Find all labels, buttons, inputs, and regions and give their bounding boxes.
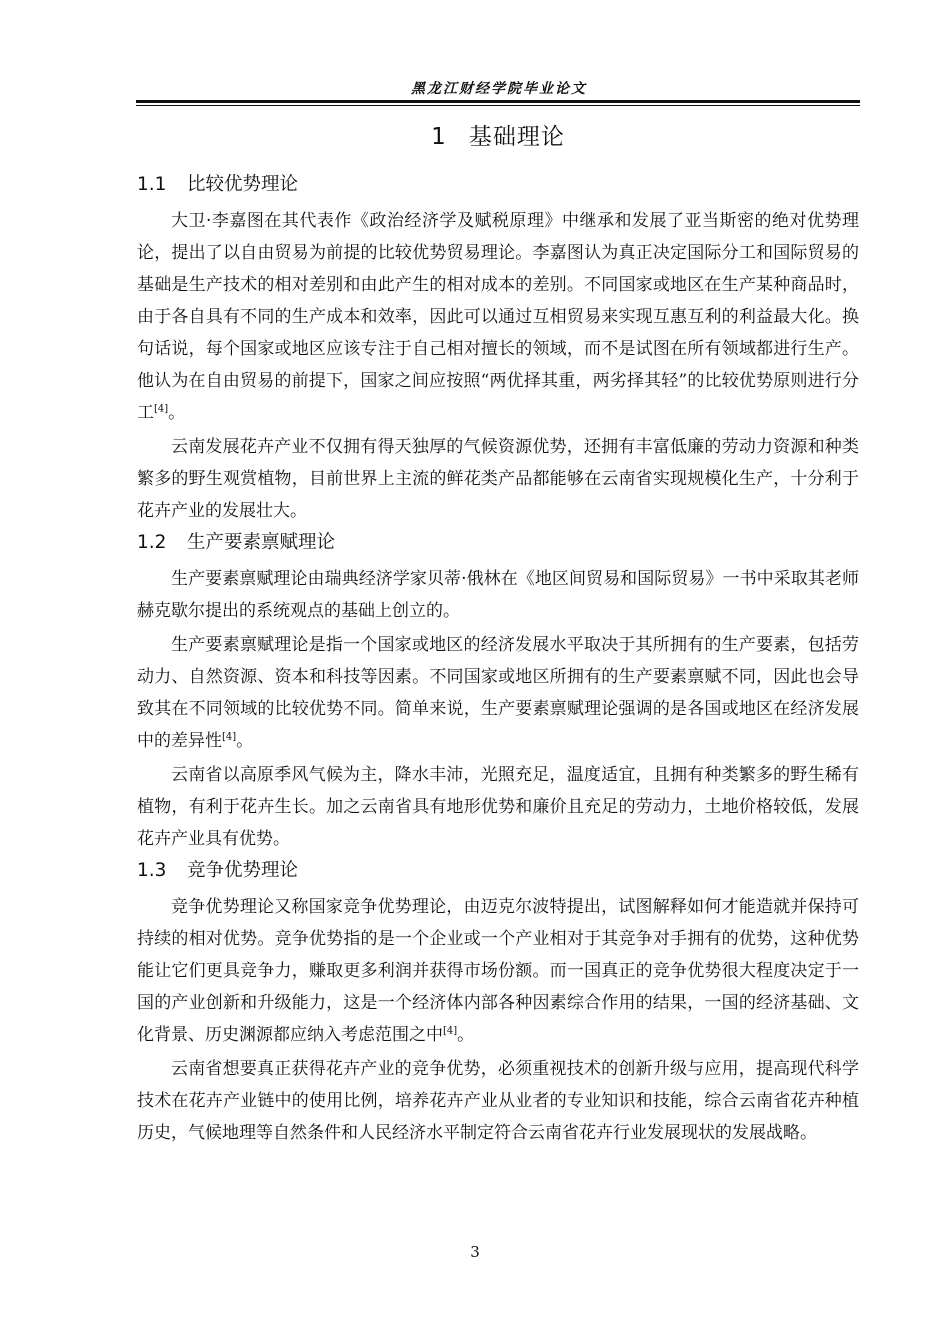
header-rule-thin	[136, 105, 860, 106]
citation: [4]	[443, 1025, 458, 1037]
chapter-number: 1	[431, 124, 447, 150]
paragraph: 云南省以高原季风气候为主，降水丰沛，光照充足，温度适宜，且拥有种类繁多的野生稀有植物，有利于花卉生长。加之云南省具有地形优势和廉价且充足的劳动力，土地价格较低，发展花卉产业具有优势。	[137, 765, 859, 849]
paragraph: 竞争优势理论又称国家竞争优势理论，由迈克尔波特提出，试图解释如何才能造就并保持可持续的相对优势。竞争优势指的是一个企业或一个产业相对于其竞争对手拥有的优势，这种优势能让它们更具竞争力，赚取更多利润并获得市场份额。而一国真正的竞争优势很大程度决定于一国的产业创新和升级能力，这是一个经济体内部各种因素综合作用的结果，一国的经济基础、文化背景、历史渊源都应纳入考虑范围之中[4]。	[137, 897, 859, 1045]
paragraph: 云南省想要真正获得花卉产业的竞争优势，必须重视技术的创新升级与应用，提高现代科学技术在花卉产业链中的使用比例，培养花卉产业从业者的专业知识和技能，综合云南省花卉种植历史，气候地理等自然条件和人民经济水平制定符合云南省花卉行业发展现状的发展战略。	[137, 1059, 859, 1143]
section-title: 生产要素禀赋理论	[187, 532, 336, 553]
chapter-title: 基础理论	[468, 124, 565, 150]
paragraph: 云南发展花卉产业不仅拥有得天独厚的气候资源优势，还拥有丰富低廉的劳动力资源和种类繁多的野生观赏植物，目前世界上主流的鲜花类产品都能够在云南省实现规模化生产，十分利于花卉产业的发展壮大。	[137, 437, 859, 521]
paragraph: 生产要素禀赋理论由瑞典经济学家贝蒂·俄林在《地区间贸易和国际贸易》一书中采取其老师赫克歇尔提出的系统观点的基础上创立的。	[137, 569, 859, 621]
section-heading-1-1	[137, 171, 859, 199]
header-rule-thick	[136, 100, 860, 103]
section-number: 1.3	[137, 860, 167, 881]
citation: [4]	[154, 403, 169, 415]
citation: [4]	[222, 731, 237, 743]
chapter-heading	[137, 118, 859, 151]
section-number: 1.1	[137, 174, 167, 195]
paragraph: 大卫·李嘉图在其代表作《政治经济学及赋税原理》中继承和发展了亚当斯密的绝对优势理论，提出了以自由贸易为前提的比较优势贸易理论。李嘉图认为真正决定国际分工和国际贸易的基础是生产技术的相对差别和由此产生的相对成本的差别。不同国家或地区在生产某种商品时，由于各自具有不同的生产成本和效率，因此可以通过互相贸易来实现互惠互利的利益最大化。换句话说，每个国家或地区应该专注于自己相对擅长的领域，而不是试图在所有领域都进行生产。他认为在自由贸易的前提下，国家之间应按照“两优择其重，两劣择其轻”的比较优势原则进行分工[4]。	[137, 211, 859, 423]
section-title: 竞争优势理论	[187, 860, 299, 881]
section-heading-1-3	[137, 857, 859, 885]
section-heading-1-2	[137, 529, 859, 557]
page-number: 3	[470, 1243, 480, 1261]
section-number: 1.2	[137, 532, 167, 553]
running-header: 黑龙江财经学院毕业论文	[411, 81, 587, 97]
section-title: 比较优势理论	[187, 174, 299, 195]
page-body	[137, 112, 859, 1149]
paragraph: 生产要素禀赋理论是指一个国家或地区的经济发展水平取决于其所拥有的生产要素，包括劳动力、自然资源、资本和科技等因素。不同国家或地区所拥有的生产要素禀赋不同，因此也会导致其在不同领域的比较优势不同。简单来说，生产要素禀赋理论强调的是各国或地区在经济发展中的差异性[4]。	[137, 635, 859, 751]
